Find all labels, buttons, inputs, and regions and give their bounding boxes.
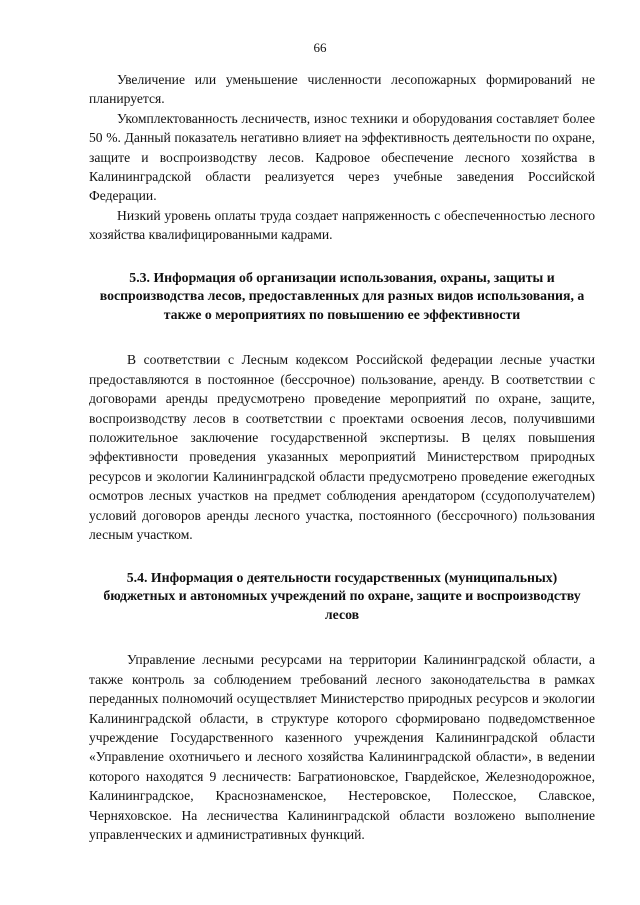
- paragraph-forest-lease: В соответствии с Лесным кодексом Российской федерации лесные участки предоставляются в постоянное (бессрочное) пользование, аренду. В соответствии с договорами аренды предусмотрено проведение мероприятий по охране, защите, воспроизводству лесов в соответствии с проектами освоения лесов, получившими положительное заключение государственной экспертизы. В целях повышения эффективности проведения указанных мероприятий Министерством природных ресурсов и экологии Калининградской области предусмотрено проведение ежегодных осмотров лесных участков на предмет соблюдения арендатором (ссудополучателем) условий договоров аренды лесного участка, постоянного (бессрочного) пользования лесным участком.: [89, 352, 595, 543]
- page-number: 66: [313, 40, 327, 55]
- paragraph-salary: Низкий уровень оплаты труда создает напряженность с обеспеченностью лесного хозяйства квалифицированными кадрами.: [89, 207, 595, 243]
- paragraph-forest-management: Управление лесными ресурсами на территории Калининградской области, а также контроль за соблюдением требований лесного законодательства в рамках переданных полномочий осуществляет Министерство природных ресурсов и экологии Калининградской области, в структуре которого сформировано подведомственное учреждение Государственного казенного учреждения Калининградской области «Управление охотничьего и лесного хозяйства Калининградской области», в ведении которого находятся 9 лесничеств: Багратионовское, Гвардейское, Железнодорожное, Калининградское, Краснознаменское, Нестеровское, Полесское, Славское, Черняховское. На лесничества Калининградской области возложено выполнение управленческих и административных функций.: [89, 652, 595, 842]
- paragraph-fire-units: Увеличение или уменьшение численности лесопожарных формирований не планируется.: [89, 72, 595, 107]
- spacer: [89, 245, 595, 269]
- spacer: [89, 624, 595, 650]
- spacer: [89, 545, 595, 569]
- spacer: [89, 324, 595, 350]
- paragraph-staffing: Укомплектованность лесничеств, износ техники и оборудования составляет более 50 %. Данный показатель негативно влияет на эффективность деятельности по охране, защите и воспроизводству лесов. Кадровое обеспечение лесного хозяйства в Калининградской области реализуется через учебные заведения Российской Федерации.: [89, 110, 595, 204]
- document-body: [89, 70, 595, 844]
- section-heading-5-4: 5.4. Информация о деятельности государственных (муниципальных) бюджетных и автономных учреждений по охране, защите и воспроизводству лесов: [103, 569, 581, 622]
- section-heading-5-3: 5.3. Информация об организации использования, охраны, защиты и воспроизводства лесов, предоставленных для разных видов использования, а также о мероприятиях по повышению ее эффективности: [99, 269, 585, 322]
